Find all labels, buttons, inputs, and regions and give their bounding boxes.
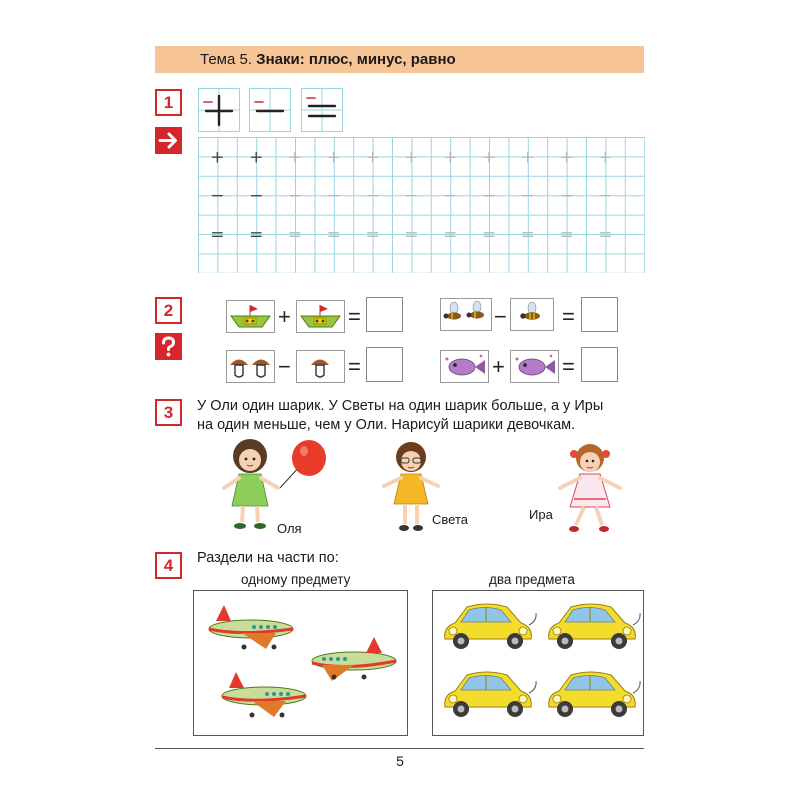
ira-girl-picture: [552, 441, 628, 537]
grid-sign: +: [210, 147, 225, 168]
airplane: [312, 637, 396, 681]
olya-girl-picture: [212, 436, 332, 534]
task-4-badge: 4: [155, 552, 182, 579]
equals-sign: =: [348, 354, 361, 379]
grid-sign: +: [287, 147, 303, 168]
topic-name: Знаки: плюс, минус, равно: [256, 51, 456, 68]
question-mark-icon: [155, 333, 182, 360]
airplane: [209, 605, 293, 650]
mushrooms-picture: [226, 350, 275, 383]
grid-sign: =: [365, 225, 380, 245]
plus-sign: +: [278, 304, 291, 329]
footer-line: [155, 748, 644, 749]
grid-sign: −: [210, 186, 225, 207]
grid-sign: =: [326, 225, 341, 245]
grid-sign: =: [598, 225, 613, 245]
page-number: 5: [396, 753, 404, 769]
sample-signs: [198, 88, 344, 134]
minus-sign: −: [494, 304, 507, 329]
cars-frame[interactable]: [432, 590, 644, 736]
airplanes-picture: [194, 591, 407, 735]
grid-sign: +: [443, 147, 458, 168]
task-4-right-label: два предмета: [489, 572, 575, 587]
arrow-right-icon: [155, 127, 182, 154]
task-3-text-line-2: на один меньше, чем у Оли. Нарисуй шарики девочкам.: [197, 417, 576, 433]
grid-sign: =: [210, 225, 225, 245]
grid-sign: =: [287, 225, 303, 245]
grid-sign: −: [559, 186, 574, 207]
task-2-badge: 2: [155, 297, 182, 324]
answer-box[interactable]: [581, 297, 618, 332]
plus-sign: +: [492, 354, 505, 379]
airplane: [222, 672, 306, 718]
grid-sign: +: [598, 147, 613, 168]
car: [445, 672, 536, 717]
car: [549, 604, 640, 649]
grid-sign: −: [365, 186, 380, 207]
task-4-instruction: Раздели на части по:: [197, 550, 339, 566]
task-1-badge: 1: [155, 89, 182, 116]
airplanes-frame[interactable]: [193, 590, 408, 736]
task-3-badge: 3: [155, 399, 182, 426]
grid-sign: +: [520, 147, 535, 168]
equals-sign: =: [348, 304, 361, 329]
grid-sign: +: [404, 147, 419, 168]
grid-sign: =: [249, 225, 264, 245]
mushroom-picture: [296, 350, 345, 383]
boat-picture: [296, 300, 345, 333]
grid-sign: +: [559, 147, 574, 168]
grid-sign: −: [598, 186, 613, 207]
grid-sign: +: [365, 147, 380, 168]
grid-sign: =: [443, 225, 458, 245]
grid-sign: +: [481, 147, 497, 168]
grid-sign: −: [249, 186, 264, 207]
grid-sign: −: [520, 186, 535, 207]
cars-picture: [433, 591, 643, 735]
grid-sign: −: [443, 186, 458, 207]
task-4-left-label: одному предмету: [241, 572, 351, 587]
grid-sign: −: [326, 186, 341, 207]
car: [445, 604, 536, 649]
name-ira: Ира: [529, 507, 553, 522]
name-olya: Оля: [277, 521, 302, 536]
grid-sign: =: [481, 225, 497, 245]
car: [549, 672, 640, 717]
answer-box[interactable]: [366, 347, 403, 382]
grid-sign: −: [404, 186, 419, 207]
bee-picture: [510, 298, 554, 331]
grid-sign: =: [520, 225, 535, 245]
answer-box[interactable]: [581, 347, 618, 382]
grid-sign: =: [559, 225, 574, 245]
grid-sign: +: [326, 147, 341, 168]
fish-picture: [510, 350, 559, 383]
task-3-text-line-1: У Оли один шарик. У Светы на один шарик больше, а у Иры: [197, 398, 604, 414]
grid-sign: +: [249, 147, 264, 168]
topic-prefix: Тема 5.: [200, 51, 252, 68]
answer-box[interactable]: [366, 297, 403, 332]
grid-sign: −: [481, 186, 497, 207]
name-sveta: Света: [432, 512, 468, 527]
equals-sign: =: [562, 354, 575, 379]
writing-grid: [198, 137, 645, 273]
minus-sign: −: [278, 354, 291, 379]
boat-picture: [226, 300, 275, 333]
grid-sign: =: [404, 225, 419, 245]
equals-sign: =: [562, 304, 575, 329]
fish-picture: [440, 350, 489, 383]
bee-picture: [440, 298, 492, 331]
grid-sign: −: [287, 186, 303, 207]
topic-title: [200, 51, 456, 69]
